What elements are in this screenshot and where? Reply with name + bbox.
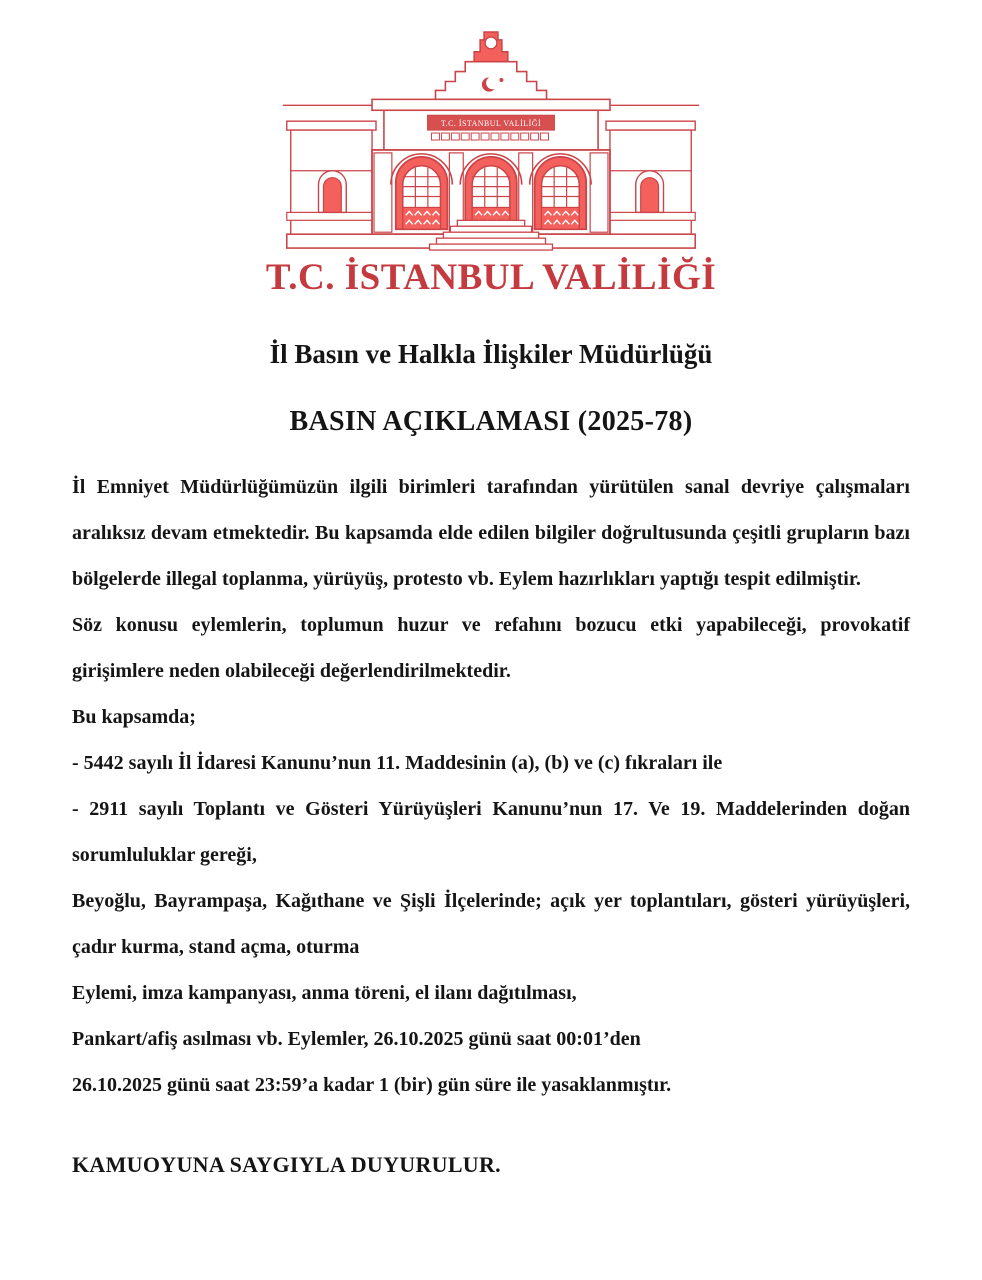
logo-block — [0, 0, 982, 300]
paragraph-assessment: Söz konusu eylemlerin, toplumun huzur ve refahını bozucu etki yapabileceği, provokatif girişimlere neden olabileceği değerlendirilmektedir. — [72, 614, 910, 683]
right-wing — [606, 121, 695, 234]
paragraph-law-2911: - 2911 sayılı Toplantı ve Gösteri Yürüyüşleri Kanunu’nun 17. Ve 19. Maddelerinden doğan sorumluluklar gereği, — [72, 798, 910, 867]
paragraph-ban-end: 26.10.2025 günü saat 23:59’a kadar 1 (bir) gün süre ile yasaklanmıştır. — [72, 1074, 672, 1097]
paragraph-actions: Eylemi, imza kampanyası, anma töreni, el ilanı dağıtılması, — [72, 982, 577, 1005]
istanbul-valiligi-building-icon — [279, 26, 703, 256]
paragraph-in-this-scope: Bu kapsamda; — [72, 706, 196, 729]
press-release-title: BASIN AÇIKLAMASI (2025-78) — [289, 405, 693, 437]
public-announcement-footer: KAMUOYUNA SAYGIYLA DUYURULUR. — [72, 1152, 501, 1178]
paragraph-law-5442: - 5442 sayılı İl İdaresi Kanunu’nun 11. Maddesinin (a), (b) ve (c) fıkraları ile — [72, 752, 723, 775]
left-wing — [287, 121, 376, 234]
paragraph-ban-start: Pankart/afiş asılması vb. Eylemler, 26.10.2025 günü saat 00:01’den — [72, 1028, 641, 1051]
paragraph-districts: Beyoğlu, Bayrampaşa, Kağıthane ve Şişli İlçelerinde; açık yer toplantıları, gösteri yürüyüşleri, çadır kurma, stand açma, oturma — [72, 890, 910, 959]
crest-icon — [474, 32, 508, 62]
logo-wordmark: T.C. İSTANBUL VALİLİĞİ — [265, 257, 717, 298]
department-heading: İl Basın ve Halkla İlişkiler Müdürlüğü — [269, 339, 713, 370]
body-text — [0, 438, 982, 1108]
cornice — [372, 99, 610, 110]
paragraph-virtual-patrol: İl Emniyet Müdürlüğümüzün ilgili birimleri tarafından yürütülen sanal devriye çalışmaları aralıksız devam etmektedir. Bu kapsamda elde edilen bilgiler doğrultusunda çeşitli grupların bazı bölgelerde illegal toplanma, yürüyüş, protesto vb. Eylem hazırlıkları yaptığı tespit edilmiştir. — [72, 476, 910, 591]
logo-banner-text: T.C. İSTANBUL VALİLİĞİ — [440, 119, 542, 129]
